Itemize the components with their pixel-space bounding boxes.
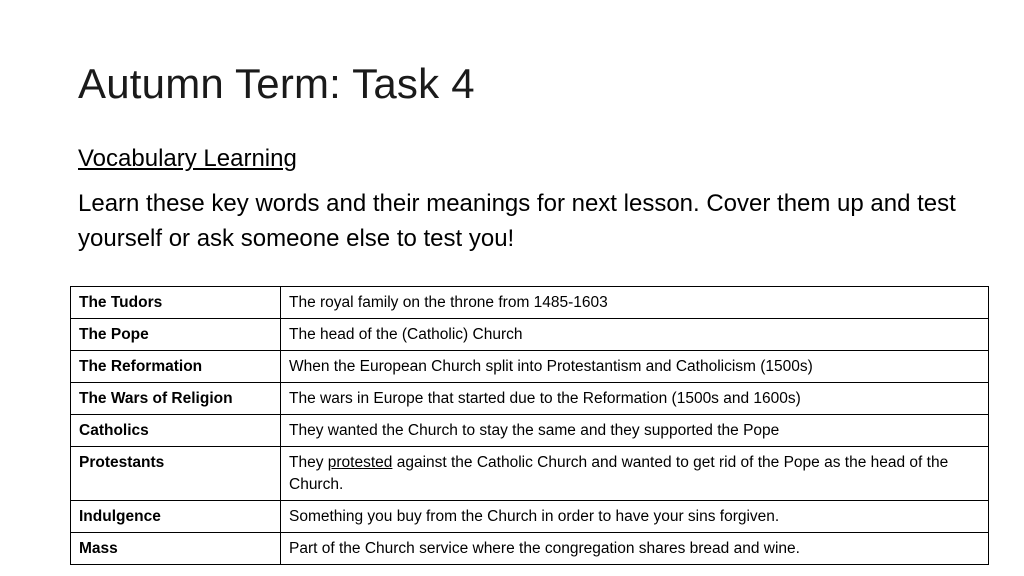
term-cell: The Reformation — [71, 351, 281, 383]
term-cell: Catholics — [71, 415, 281, 447]
definition-cell: When the European Church split into Protestantism and Catholicism (1500s) — [281, 351, 989, 383]
term-cell: Protestants — [71, 447, 281, 501]
definition-cell: Part of the Church service where the congregation shares bread and wine. — [281, 533, 989, 565]
definition-cell: The head of the (Catholic) Church — [281, 319, 989, 351]
term-cell: The Tudors — [71, 287, 281, 319]
term-cell: Mass — [71, 533, 281, 565]
table-row — [71, 533, 989, 565]
table-row — [71, 287, 989, 319]
section-heading: Vocabulary Learning — [78, 145, 297, 172]
definition-text: They — [289, 454, 328, 471]
instructions-text: Learn these key words and their meanings for next lesson. Cover them up and test yourself or ask someone else to test you! — [78, 190, 956, 252]
term-cell: Indulgence — [71, 501, 281, 533]
table-row — [71, 501, 989, 533]
definition-cell — [281, 447, 989, 501]
table-row — [71, 383, 989, 415]
table-row — [71, 415, 989, 447]
definition-text: against the Catholic Church and wanted to get rid of the Pope as the head of the Church. — [289, 454, 949, 493]
vocabulary-table — [70, 286, 989, 565]
underlined-word: protested — [327, 454, 393, 471]
definition-cell: They wanted the Church to stay the same and they supported the Pope — [281, 415, 989, 447]
definition-cell: The wars in Europe that started due to the Reformation (1500s and 1600s) — [281, 383, 989, 415]
table-row — [71, 447, 989, 501]
slide-title: Autumn Term: Task 4 — [78, 60, 475, 107]
table-row — [71, 319, 989, 351]
definition-cell: The royal family on the throne from 1485-1603 — [281, 287, 989, 319]
definition-cell: Something you buy from the Church in order to have your sins forgiven. — [281, 501, 989, 533]
table-row — [71, 351, 989, 383]
term-cell: The Wars of Religion — [71, 383, 281, 415]
term-cell: The Pope — [71, 319, 281, 351]
